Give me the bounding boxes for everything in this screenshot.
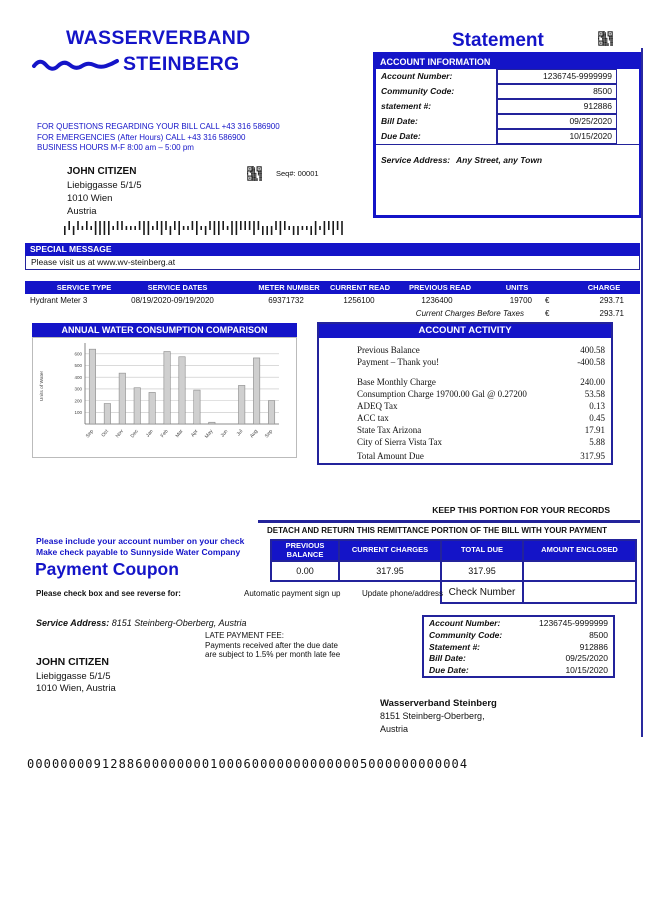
meter-number-value: 69371732 [268,296,304,305]
qr-code-icon [247,166,262,186]
header-total-due: TOTAL DUE [440,539,524,562]
detach-instruction: DETACH AND RETURN THIS REMITTANCE PORTION OF THE BILL WITH YOUR PAYMENT [267,526,607,535]
account-activity-box [317,322,613,465]
coupon-note-line2: Make check payable to Sunnyside Water Company [36,547,241,557]
account-information-box [373,52,642,218]
late-fee-note [205,631,340,660]
recipient-name: JOHN CITIZEN [67,166,137,177]
col-previous-read: PREVIOUS READ [408,283,472,292]
chart-header: ANNUAL WATER CONSUMPTION COMPARISON [32,323,297,337]
contact-info [37,122,280,154]
svg-text:Sep: Sep [84,428,96,440]
col-meter-number: METER NUMBER [258,283,320,292]
late-fee-title: LATE PAYMENT FEE: [205,631,284,640]
community-code-value: 8500 [497,84,617,99]
footer-account-number-row: Account Number: 1236745-9999999 [429,618,608,628]
activity-row: ACC tax 0.45 [357,413,605,423]
svg-text:Sep: Sep [263,428,275,440]
recipient-address-line3: Austria [67,206,97,217]
total-amount-due-row: Total Amount Due 317.95 [357,451,605,461]
statement-number-label: statement #: [376,99,497,114]
option-update-phone: Update phone/address [362,589,443,598]
svg-text:100: 100 [74,410,82,416]
company-address2: Austria [380,724,409,734]
account-activity-header: ACCOUNT ACTIVITY [319,324,611,338]
special-message-text: Please visit us at www.wv-steinberg.at [25,256,640,270]
records-note: KEEP THIS PORTION FOR YOUR RECORDS [432,505,610,515]
footer-recipient-address2: 1010 Wien, Austria [36,683,116,694]
svg-text:Oct: Oct [100,428,110,439]
svg-text:May: May [203,428,215,440]
header-current-charges: CURRENT CHARGES [338,539,442,562]
activity-row: City of Sierra Vista Tax 5.88 [357,437,605,447]
footer-due-date-row: Due Date: 10/15/2020 [429,665,608,676]
svg-text:600: 600 [74,351,82,357]
qr-code-icon [598,31,613,51]
bill-date-label: Bill Date: [376,114,497,129]
units-value: 19700 [509,296,532,305]
account-number-row [376,69,617,84]
option-automatic-payment: Automatic payment sign up [244,589,341,598]
footer-service-address-label: Service Address: [36,618,110,628]
consumption-chart [32,337,297,458]
svg-text:Jan: Jan [145,428,155,439]
statement-number-value: 912886 [497,99,617,114]
svg-text:Apr: Apr [189,428,200,439]
logo-text-line1: WASSERVERBAND [66,27,251,49]
late-fee-line2: are subject to 1.5% per month late fee [205,650,341,659]
special-message-header: SPECIAL MESSAGE [25,243,640,256]
logo-text-line2: STEINBERG [123,53,240,75]
contact-line-billing: FOR QUESTIONS REGARDING YOUR BILL CALL +43 316 586900 [37,122,280,131]
due-date-row [376,129,617,144]
svg-text:Nov: Nov [114,428,125,440]
header-previous-balance: PREVIOUS BALANCE [270,539,340,562]
account-number-label: Account Number: [376,69,497,84]
detach-line [258,520,640,523]
sequence-number: Seq#: 00001 [276,169,319,178]
checkbox-note: Please check box and see reverse for: [36,589,181,598]
service-address-label: Service Address: [381,155,451,165]
svg-text:400: 400 [74,374,82,380]
recipient-address-line1: Liebiggasse 5/1/5 [67,180,142,191]
statement-number-row [376,99,617,114]
previous-balance-value: 0.00 [270,560,340,582]
activity-row: State Tax Arizona 17.91 [357,425,605,435]
activity-row: Payment – Thank you! -400.58 [357,357,605,367]
currency-symbol: € [545,296,550,305]
svg-text:Feb: Feb [159,428,170,440]
col-service-type: SERVICE TYPE [56,283,112,292]
company-name: Wasserverband Steinberg [380,698,497,709]
svg-text:Units of Water: Units of Water [40,370,45,402]
service-table-header-bar [25,281,640,294]
footer-bill-date-row: Bill Date: 09/25/2020 [429,653,608,664]
previous-read-value: 1236400 [421,296,453,305]
due-date-value: 10/15/2020 [497,129,617,144]
contact-line-emergency: FOR EMERGENCIES (After Hours) CALL +43 316 586900 [37,132,246,142]
page-right-rule [641,48,643,737]
activity-row: Previous Balance 400.58 [357,345,605,355]
amount-enclosed-field [522,560,637,582]
check-number-field [522,580,637,604]
payment-coupon-title: Payment Coupon [35,559,179,579]
current-read-value: 1256100 [343,296,375,305]
charge-value: 293.71 [599,296,624,305]
activity-row: Base Monthly Charge 240.00 [357,377,605,387]
activity-row: Consumption Charge 19700.00 Gal @ 0.27200 53.58 [357,389,605,399]
col-units: UNITS [505,283,529,292]
svg-text:200: 200 [74,398,82,404]
community-code-label: Community Code: [376,84,497,99]
subtotal-currency-symbol: € [545,309,550,318]
footer-recipient-name: JOHN CITIZEN [36,656,109,668]
footer-service-address-value: 8151 Steinberg-Oberberg, Austria [111,618,247,628]
header-amount-enclosed: AMOUNT ENCLOSED [522,539,637,562]
logo-wave-icon [31,55,121,78]
account-number-value: 1236745-9999999 [497,69,617,84]
footer-account-box [422,615,615,678]
company-address1: 8151 Steinberg-Oberberg, [380,711,485,721]
bill-date-row [376,114,617,129]
check-number-label: Check Number [440,580,524,604]
current-charges-value: 317.95 [338,560,442,582]
subtotal-label: Current Charges Before Taxes [415,309,524,318]
col-current-read: CURRENT READ [330,283,390,292]
svg-text:Aug: Aug [248,428,260,440]
footer-recipient-address1: Liebiggasse 5/1/5 [36,671,111,682]
total-due-value: 317.95 [440,560,524,582]
footer-service-address [36,618,246,628]
contact-line-hours: BUSINESS HOURS M-F 8:00 am – 5:00 pm [37,143,194,152]
subtotal-value: 293.71 [599,309,624,318]
late-fee-line1: Payments received after the due date [205,640,338,650]
coupon-note-line1: Please include your account number on your check [36,536,245,546]
svg-text:500: 500 [74,363,82,369]
community-code-row [376,84,617,99]
ocr-scan-line: 00000000912886000000001000600000000000005000000000004 [27,757,469,771]
bill-date-value: 09/25/2020 [497,114,617,129]
svg-text:Dec: Dec [129,428,140,440]
postal-barcode [64,221,346,241]
footer-community-code-row: Community Code: 8500 [429,629,608,640]
account-info-divider [376,144,639,145]
col-charge: CHARGE [587,283,621,292]
due-date-label: Due Date: [376,129,497,144]
recipient-address-line2: 1010 Wien [67,193,113,204]
service-address-value: Any Street, any Town [456,155,543,165]
service-dates-value: 08/19/2020-09/19/2020 [131,296,214,305]
footer-statement-number-row: Statement #: 912886 [429,641,608,652]
page-title: Statement [452,30,544,51]
account-information-header: ACCOUNT INFORMATION [376,55,639,69]
svg-text:Jul: Jul [235,428,245,438]
svg-text:Mar: Mar [174,428,185,440]
svg-text:300: 300 [74,386,82,392]
account-information-rows [376,69,617,144]
svg-text:Jun: Jun [219,428,230,439]
service-type-value: Hydrant Meter 3 [30,296,88,305]
activity-row: ADEQ Tax 0.13 [357,401,605,411]
col-service-dates: SERVICE DATES [147,283,208,292]
